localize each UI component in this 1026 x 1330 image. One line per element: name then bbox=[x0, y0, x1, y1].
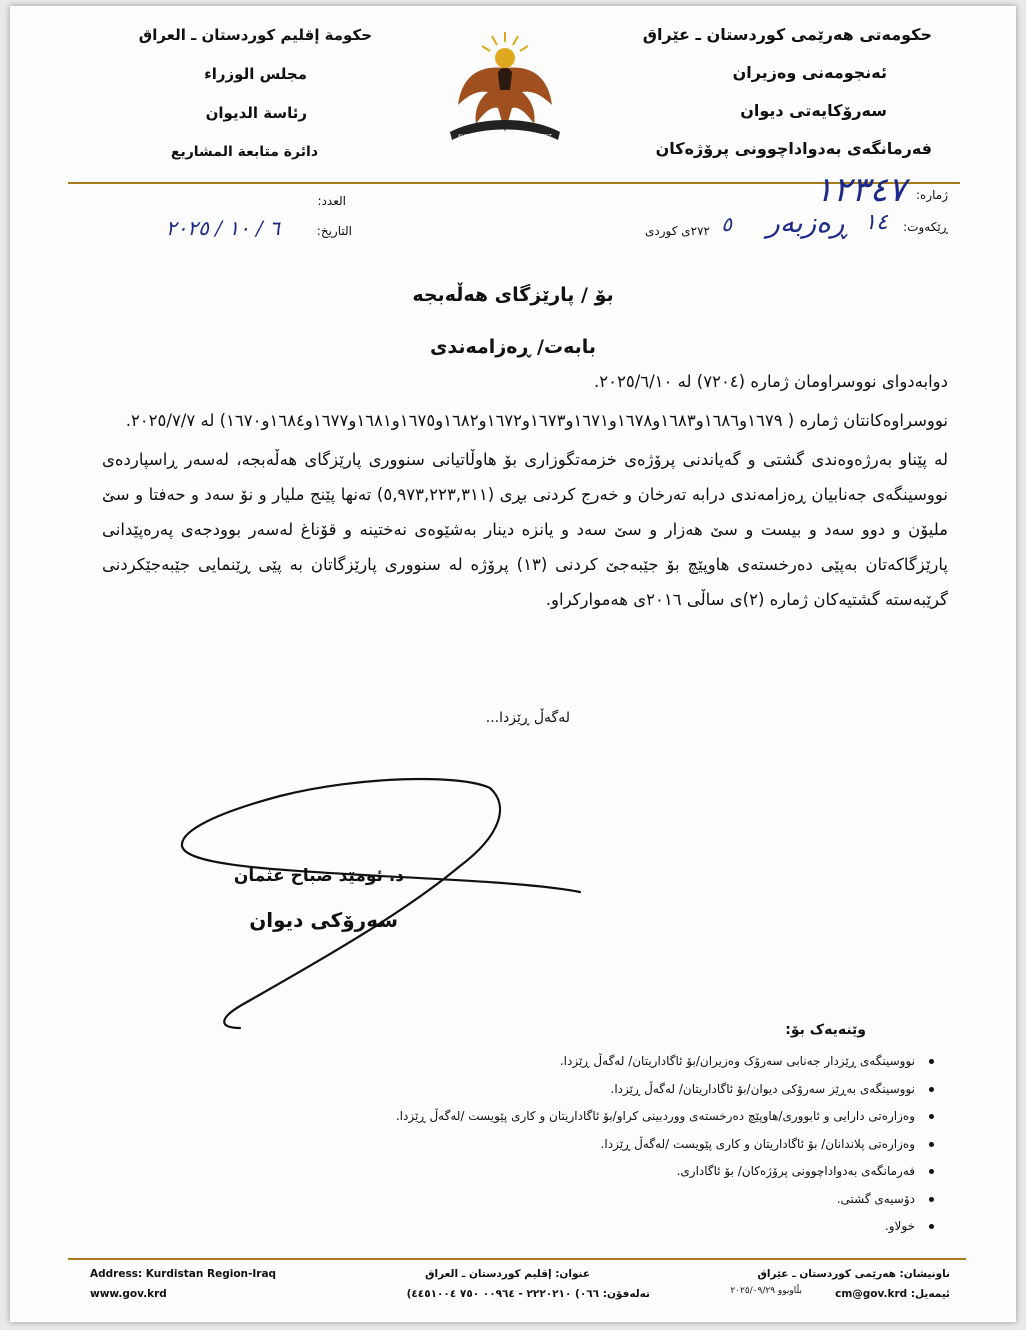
cc-item: خولاو. bbox=[234, 1213, 934, 1241]
number-value: ١٢٣٤٧ bbox=[814, 170, 906, 210]
footer-print-date: بڵاوبوو ٢٠٢٥/٠٩/٢٩ bbox=[730, 1286, 802, 1296]
subject-heading: بابەت/ ڕەزامەندی bbox=[430, 336, 596, 358]
header-kurdish-line: سەرۆکایەتی دیوان bbox=[740, 101, 887, 120]
header-arabic-line: رئاسة الديوان bbox=[205, 104, 307, 122]
cc-item: وەزارەتی پلاندانان/ بۆ ئاگاداریتان و کاری پێویست /لەگەڵ ڕێزدا. bbox=[234, 1131, 934, 1159]
footer-email: ئیمەیل: cm@gov.krd bbox=[835, 1288, 950, 1300]
cc-item: نووسینگەی ڕێزدار جەنابی سەرۆک وەزیران/بۆ ئاگاداریتان/ لەگەڵ ڕێزدا. bbox=[234, 1048, 934, 1076]
recipient-heading: بۆ / پارێزگای هەڵەبجە bbox=[412, 284, 614, 306]
date-month: ڕەزبەر bbox=[766, 206, 848, 239]
letter-body bbox=[102, 364, 948, 621]
cc-list bbox=[234, 1048, 934, 1241]
bullet-icon bbox=[929, 1059, 934, 1064]
header-kurdish-line: فەرمانگەی بەدواداچوونی پرۆژەکان bbox=[655, 139, 932, 158]
bullet-icon bbox=[929, 1087, 934, 1092]
bullet-icon bbox=[929, 1224, 934, 1229]
header-arabic-line: مجلس الوزراء bbox=[204, 65, 307, 83]
krg-emblem-icon bbox=[440, 20, 570, 150]
footer-phone: تەلەفۆن: ٠٦٦) ٢٢٢٠٢١٠ - ٠٠٩٦٤ ٧٥٠ ٤٤٥١٠٠٤) bbox=[406, 1288, 650, 1300]
cc-item: وەزارەتی دارایی و ئابووری/هاوپێچ دەرخستەی ووردبینی کراو/بۆ ئاگاداریتان و کاری پێویست /لەگەڵ ڕێزدا. bbox=[234, 1103, 934, 1131]
body-paragraph: نووسراوەکانتان ژمارە ( ١٦٧٩و١٦٨٦و١٦٨٣و١٦٧٨و١٦٧١و١٦٧٣و١٦٧٢و١٦٨٢و١٦٧٥و١٦٨١و١٦٧٧و١٦٨٤و١٦٧٠) لە ٢٠٢٥/٧/٧. bbox=[125, 411, 948, 430]
number-label: ژمارە: bbox=[915, 188, 948, 202]
cc-heading: وێنەیەک بۆ: bbox=[785, 1022, 866, 1038]
footer-address-en: Address: Kurdistan Region-Iraq bbox=[90, 1268, 277, 1280]
date-label: ڕێکەوت: bbox=[903, 220, 948, 234]
header-kurdish-line: ئەنجومەنی وەزیران bbox=[732, 63, 887, 82]
letter-page bbox=[10, 6, 1016, 1322]
bullet-icon bbox=[929, 1197, 934, 1202]
cc-item: دۆسیەی گشتی. bbox=[234, 1186, 934, 1214]
logo-caption: KURDISTAN REGIONAL GOVERNMENT bbox=[458, 134, 552, 140]
header-arabic bbox=[92, 16, 372, 172]
bullet-icon bbox=[929, 1142, 934, 1147]
ar-date-label: التاريخ: bbox=[316, 224, 352, 238]
signatory-name: د. ئومێد صباح عثمان bbox=[233, 866, 404, 886]
footer-website: www.gov.krd bbox=[90, 1288, 167, 1300]
header-arabic-line: دائرة متابعة المشاريع bbox=[170, 144, 318, 160]
handwritten-signature-icon bbox=[160, 766, 590, 1046]
ar-number-label: العدد: bbox=[317, 194, 346, 208]
signatory-title: سەرۆکی دیوان bbox=[249, 908, 398, 932]
kurdish-year-suffix: ٢٧٢ی کوردی bbox=[645, 224, 710, 238]
ar-date-value: ٦ / ١٠ / ٢٠٢٥ bbox=[165, 216, 280, 240]
footer-divider bbox=[68, 1258, 966, 1260]
cc-item: نووسینگەی بەڕێز سەرۆکی دیوان/بۆ ئاگاداریتان/ لەگەڵ ڕێزدا. bbox=[234, 1076, 934, 1104]
footer-address-ar: عنوان: إقليم كوردستان ـ العراق bbox=[425, 1268, 590, 1280]
header-kurdish-line: حکومەتی هەرێمی کوردستان ـ عێراق bbox=[642, 25, 932, 44]
cc-item: فەرمانگەی بەدواداچوونی پرۆژەکان/ بۆ ئاگاداری. bbox=[234, 1158, 934, 1186]
body-paragraph: دوابەدوای نووسراومان ژمارە (٧٢٠٤) لە ٢٠٢٥/٦/١٠. bbox=[594, 372, 948, 391]
footer-address-ku: ناونیشان: هەرێمی کوردستان ـ عێراق bbox=[757, 1268, 950, 1280]
closing-text: لەگەڵ ڕێزدا... bbox=[485, 710, 570, 726]
body-paragraph: لە پێناو بەرژەوەندی گشتی و گەیاندنی پرۆژەی خزمەتگوزاری بۆ هاوڵاتیانی سنووری پارێزگای هەڵەبجە، لەسەر ڕاسپاردەی نووسینگەی جەنابیان ڕەزامەندی درابە تەرخان و خەرج کردنی بڕی (٥,٩٧٣,٢٢٣,٣١١) تەنها پێنج ملیار و نۆ سەد و حەفتا و سێ ملیۆن و دوو سەد و بیست و سێ هەزار و سێ سەد و یانزە دینار بەشێوەی نەختینە و قۆناغ لەسەر بوودجەی پەرەپێدانی پارێزگاکەتان بەپێی دەرخستەی هاوپێچ بۆ جێبەجێ کردنی (١٣) پرۆژە لە سنووری پارێزگاتان بە پێی ڕێنمایی جێبەجێکردنی گرێبەستە گشتیەکان ژمارە (٢)ی ساڵی ٢٠١٦ی هەموارکراو. bbox=[102, 450, 948, 609]
bullet-icon bbox=[929, 1169, 934, 1174]
date-day: ١٤ bbox=[864, 210, 888, 235]
date-year: ٥ bbox=[721, 212, 732, 236]
header-arabic-line: حكومة إقليم كوردستان ـ العراق bbox=[138, 26, 372, 44]
header-kurdish bbox=[602, 16, 932, 168]
bullet-icon bbox=[929, 1114, 934, 1119]
